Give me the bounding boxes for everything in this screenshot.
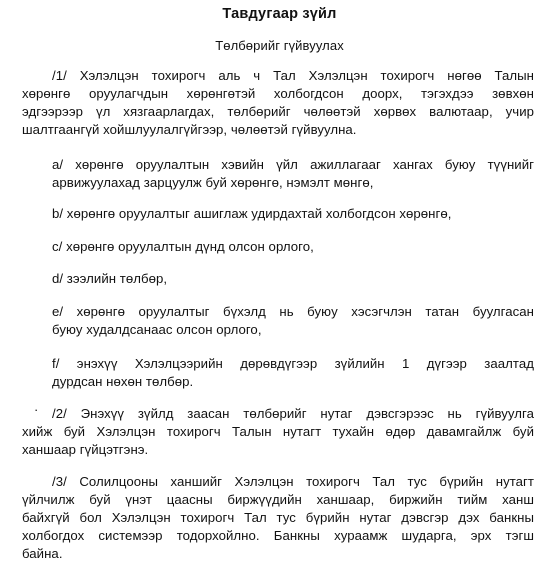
paragraph-2-line: /2/ Энэхүү зүйлд заасан төлбөрийг нутаг дэвсгэрээс нь гүйвуулга <box>52 406 534 421</box>
list-item-line: c/ хөрөнгө оруулалтын дүнд олсон орлого, <box>52 239 314 254</box>
paragraph-3-line: /3/ Солилцооны ханшийг Хэлэлцэн тохирогч Тал тус бүрийн нутагт <box>52 474 534 489</box>
list-item-line: f/ энэхүү Хэлэлцээрийн дөрөвдүгээр зүйлийн 1 дүгээр заалтад <box>52 356 534 371</box>
paragraph-2-line: ханшаар гүйцэтгэнэ. <box>22 442 149 457</box>
list-item-line: e/ хөрөнгө оруулалтыг бүхэлд нь буюу хэсэгчлэн татан буулгасан <box>52 304 534 319</box>
paragraph-3-line: байна. <box>22 546 63 561</box>
paragraph-3-line: холбогдох системээр тодорхойлно. Банкны хураамж шударга, эрх тэгш <box>22 528 534 543</box>
paragraph-1-line: эдгээрээр үл хязгаарлагдах, төлбөрийг чөлөөтэй хөрвөх валютаар, учир <box>22 104 534 119</box>
paragraph-1-line: /1/ Хэлэлцэн тохирогч аль ч Тал Хэлэлцэн тохирогч нөгөө Талын <box>52 68 534 83</box>
paragraph-1-line: шалтгаангүй хойшлуулалгүйгээр, чөлөөтэй гүйвуулна. <box>22 122 357 137</box>
paragraph-2-line: хийж буй Хэлэлцэн тохирогч Талын нутагт тухайн өдөр давамгайлж буй <box>22 424 534 439</box>
paragraph-3-line: үйлчилж буй үнэт цаасны биржүүдийн ханшаар, биржийн тийм ханш <box>22 492 534 507</box>
paragraph-1-line: хөрөнгө оруулагчдын хөрөнгөтэй холбогдсон доорх, тэгэхдээ зөвхөн <box>22 86 534 101</box>
list-item-line: a/ хөрөнгө оруулалтын хэвийн үйл ажиллагааг хангах буюу түүнийг <box>52 157 534 172</box>
margin-mark: · <box>34 402 39 417</box>
list-item-line: арвижуулахад зарцуулж буй хөрөнгө, нэмэлт мөнгө, <box>52 175 374 190</box>
article-title: Тавдугаар зүйл <box>222 6 337 22</box>
list-item-line: дурдсан нөхөн төлбөр. <box>52 374 194 389</box>
list-item-line: буюу худалдсанаас олсон орлого, <box>52 322 262 337</box>
list-item-line: d/ зээлийн төлбөр, <box>52 271 168 286</box>
list-item-line: b/ хөрөнгө оруулалтыг ашиглаж удирдахтай холбогдсон хөрөнгө, <box>52 206 452 221</box>
paragraph-3-line: байхгүй бол Хэлэлцэн тохирогч Тал тус бүрийн нутаг дэвсгэр дэх банкны <box>22 510 534 525</box>
article-subtitle: Төлбөрийг гүйвуулах <box>215 38 344 53</box>
